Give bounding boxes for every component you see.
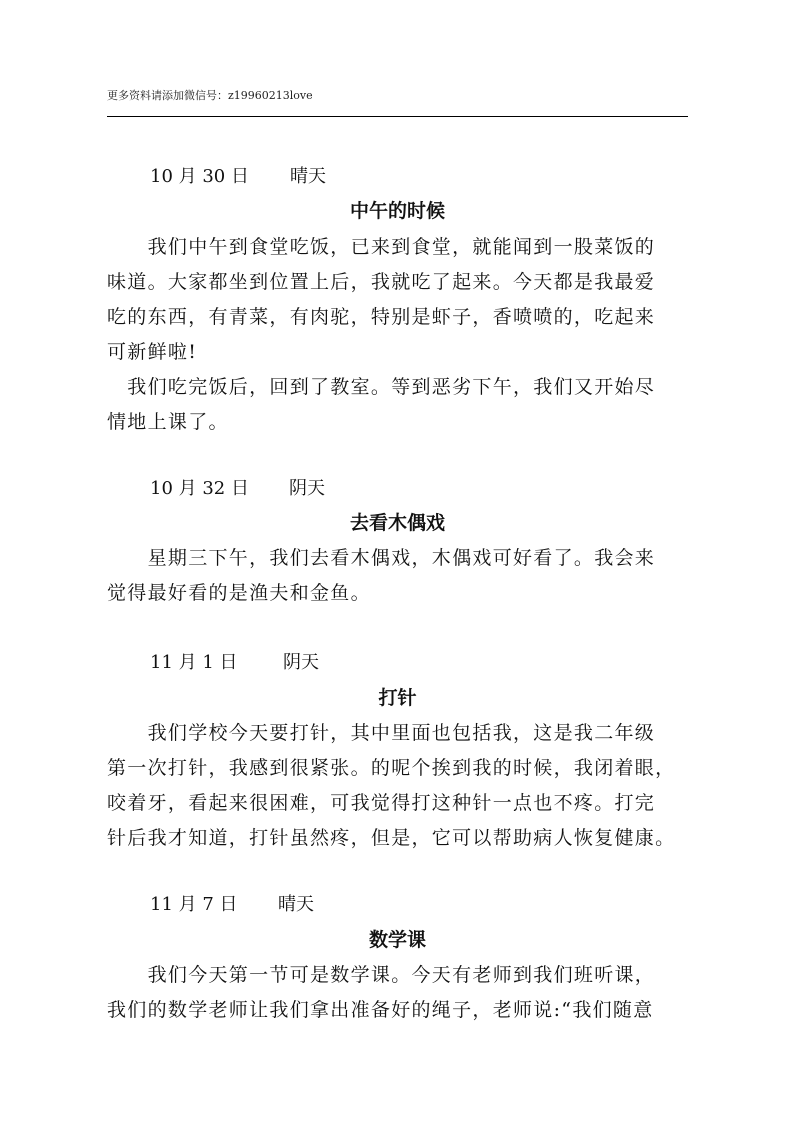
header-divider	[107, 116, 688, 117]
entry-date: 10 月 30 日	[150, 166, 249, 187]
body-line: 我们吃完饭后，回到了教室。等到恶劣下午，我们又开始尽	[107, 376, 656, 398]
body-line: 针后我才知道，打针虽然疼，但是，它可以帮助病人恢复健康。	[107, 827, 676, 849]
body-line: 我们中午到食堂吃饭，已来到食堂，就能闻到一股菜饭的	[107, 236, 656, 258]
entry-date: 10 月 32 日	[150, 478, 249, 499]
body-line: 咬着牙，看起来很困难，可我觉得打这种针一点也不疼。打完	[107, 792, 656, 814]
body-line: 星期三下午，我们去看木偶戏，木偶戏可好看了。我会来	[107, 547, 656, 569]
body-line: 情地上课了。	[107, 411, 229, 433]
body-line: 可新鲜啦!	[107, 341, 198, 363]
body-line: 第一次打针，我感到很紧张。的呢个挨到我的时候，我闭着眼，	[107, 757, 676, 779]
entry-date: 11 月 7 日	[150, 894, 238, 915]
entry-weather: 晴天	[290, 166, 326, 187]
entry-title: 中午的时候	[349, 200, 445, 222]
entry-weather: 阴天	[289, 478, 325, 499]
page-header-note: 更多资料请添加微信号：z19960213love	[107, 89, 313, 102]
body-line: 我们今天第一节可是数学课。今天有老师到我们班听课，	[107, 964, 656, 986]
body-line: 我们学校今天要打针，其中里面也包括我，这是我二年级	[107, 722, 656, 744]
body-line: 味道。大家都坐到位置上后，我就吃了起来。今天都是我最爱	[107, 271, 656, 293]
entry-weather: 阴天	[283, 652, 319, 673]
body-line: 吃的东西，有青菜，有肉驼，特别是虾子，香喷喷的，吃起来	[107, 306, 656, 328]
entry-date: 11 月 1 日	[150, 652, 238, 673]
body-line: 我们的数学老师让我们拿出准备好的绳子，老师说:“我们随意	[107, 999, 654, 1021]
entry-title: 数学课	[368, 929, 426, 951]
entry-weather: 晴天	[278, 894, 314, 915]
entry-title: 打针	[378, 687, 417, 709]
body-line: 觉得最好看的是渔夫和金鱼。	[107, 582, 371, 604]
entry-title: 去看木偶戏	[349, 512, 445, 534]
